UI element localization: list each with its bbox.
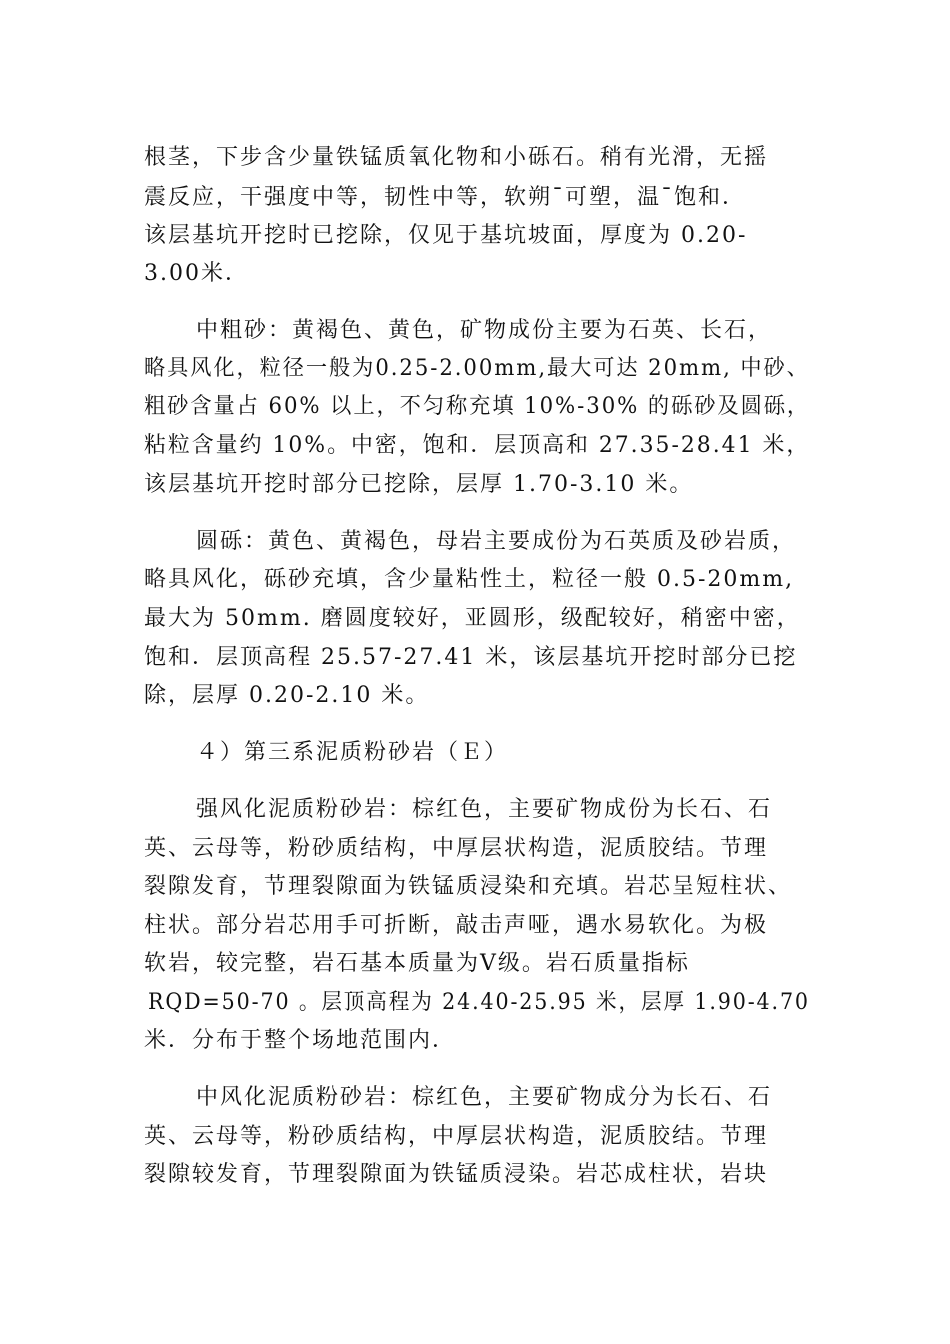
text-line: 略具风化，粒径一般为0.25-2.00mm,最大可达 20mm, 中砂、: [144, 356, 810, 381]
text-line: 该层基坑开挖时已挖除，仅见于基坑坡面，厚度为 0.20-: [144, 223, 748, 248]
paragraph-first-line: 强风化泥质粉砂岩：棕红色，主要矿物成份为长石、石: [196, 797, 773, 822]
text-line: 粗砂含量占 60% 以上，不匀称充填 10%-30% 的砾砂及圆砾，: [144, 394, 811, 419]
text-line: 裂隙发育，节理裂隙面为铁锰质浸染和充填。岩芯呈短柱状、: [144, 874, 793, 899]
text-line: 最大为 50mm. 磨圆度较好，亚圆形，级配较好，稍密中密，: [144, 606, 801, 631]
paragraph-first-line: 中风化泥质粉砂岩：棕红色，主要矿物成分为长石、石: [196, 1085, 773, 1110]
text-line: 该层基坑开挖时部分已挖除，层厚 1.70-3.10 米。: [144, 472, 694, 497]
text-line: 裂隙较发育，节理裂隙面为铁锰质浸染。岩芯成柱状，岩块: [144, 1162, 769, 1187]
paragraph-first-line: 中粗砂：黄褐色、黄色，矿物成份主要为石英、长石，: [196, 318, 773, 343]
text-line: 根茎，下步含少量铁锰质氧化物和小砾石。稍有光滑，无摇: [144, 145, 769, 170]
text-line: 震反应，干强度中等，韧性中等，软朔¯可塑，温¯饱和．: [144, 185, 747, 210]
text-line: 饱和．层顶高程 25.57-27.41 米，该层基坑开挖时部分已挖: [144, 645, 798, 670]
text-line: 3.00米．: [144, 261, 249, 286]
text-line: RQD=50-70 。层顶高程为 24.40-25.95 米，层厚 1.90-4.70: [148, 990, 810, 1015]
paragraph-first-line: 圆砾：黄色、黄褐色，母岩主要成份为石英质及砂岩质，: [196, 529, 797, 554]
text-line: 柱状。部分岩芯用手可折断，敲击声哑，遇水易软化。为极: [144, 913, 769, 938]
section-heading: ４）第三系泥质粉砂岩（Ｅ）: [196, 740, 509, 765]
text-line: 略具风化，砾砂充填，含少量粘性土，粒径一般 0.5-20mm,: [144, 567, 795, 592]
text-line: 除，层厚 0.20-2.10 米。: [144, 683, 430, 708]
text-line: 英、云母等，粉砂质结构，中厚层状构造，泥质胶结。节理: [144, 836, 769, 861]
text-line: 米．分布于整个场地范围内．: [144, 1028, 457, 1053]
text-line: 英、云母等，粉砂质结构，中厚层状构造，泥质胶结。节理: [144, 1124, 769, 1149]
text-line: 粘粒含量约 10%。中密，饱和．层顶高和 27.35-28.41 米，: [144, 433, 811, 458]
text-line: 软岩，较完整，岩石基本质量为Ⅴ级。岩石质量指标: [144, 951, 690, 976]
